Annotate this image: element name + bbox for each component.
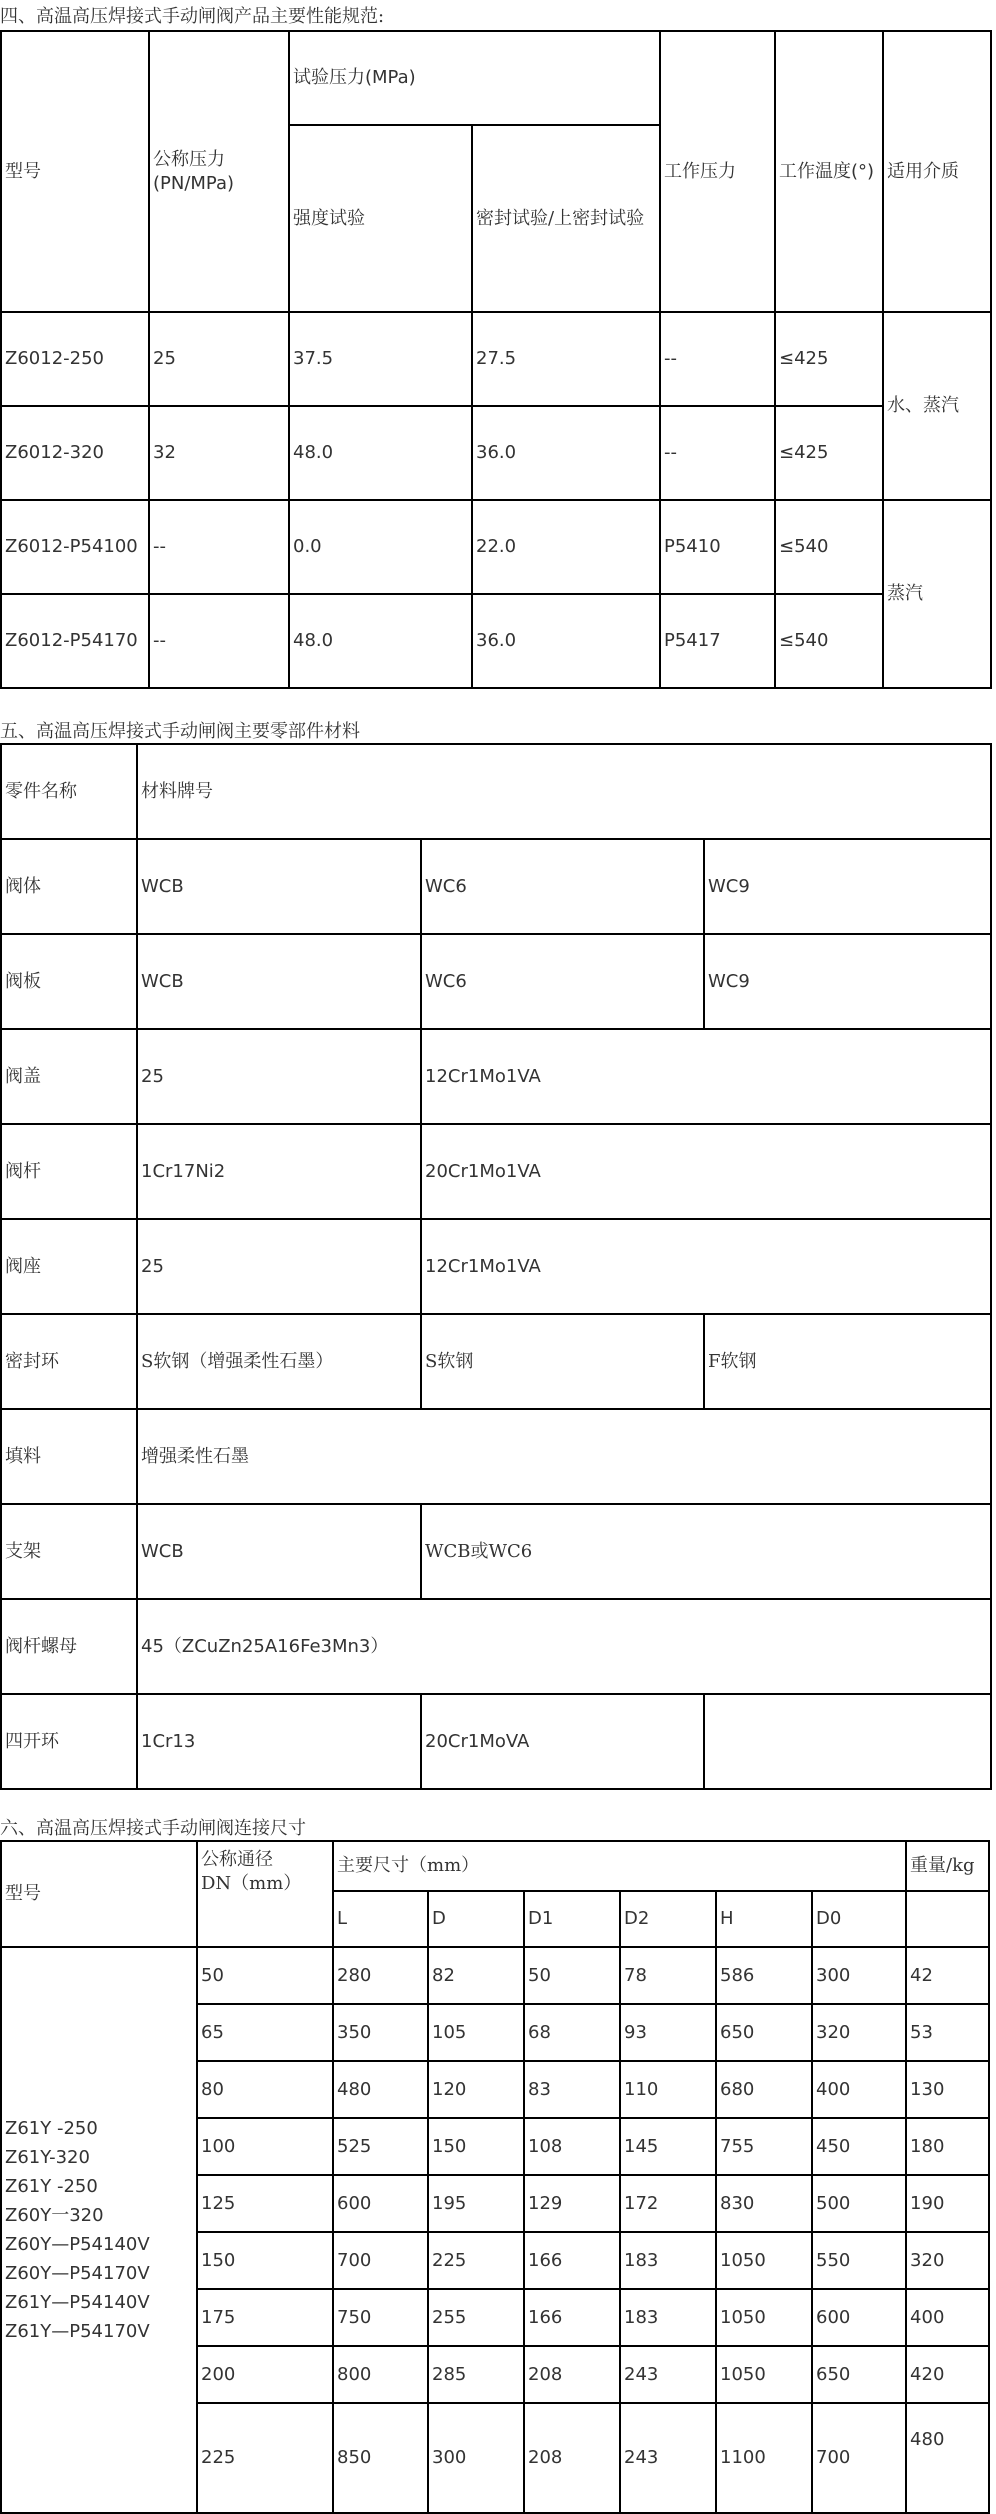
header-test-pressure: 试验压力(MPa) [289,31,660,125]
cell-L: 350 [333,2004,428,2061]
cell-weight: 180 [906,2118,989,2175]
table-row [1,1029,991,1124]
cell-D0: 500 [812,2175,906,2232]
cell-D: 225 [428,2232,524,2289]
header-D: D [428,1891,524,1947]
cell-seal: 36.0 [472,594,660,688]
header-working-pressure: 工作压力 [660,31,775,312]
cell-D0: 600 [812,2289,906,2346]
cell-weight: 130 [906,2061,989,2118]
cell-material: 12Cr1Mo1VA [421,1219,991,1314]
cell-temp: ≤540 [775,594,883,688]
cell-L: 280 [333,1947,428,2004]
header-model: 型号 [1,31,149,312]
cell-model: Z6012-250 [1,312,149,406]
cell-material: F软钢 [704,1314,991,1409]
cell-strength: 48.0 [289,594,472,688]
table-row [1,1947,989,2004]
cell-medium: 蒸汽 [883,500,991,688]
header-seal-test: 密封试验/上密封试验 [472,125,660,312]
section6-title: 六、高温高压焊接式手动闸阀连接尺寸 [0,1818,306,1839]
cell-models: Z61Y -250 Z61Y-320 Z61Y -250 Z60Y一320 Z60Y—P54140V Z60Y—P54170V Z61Y—P54140V Z61Y—P54170V [1,1947,197,2513]
cell-D2: 183 [620,2289,716,2346]
table-row [1,839,991,934]
cell-temp: ≤540 [775,500,883,594]
cell-material: 1Cr13 [137,1694,421,1789]
cell-D2: 243 [620,2346,716,2403]
cell-material: 12Cr1Mo1VA [421,1029,991,1124]
cell-D0: 700 [812,2403,906,2513]
cell-temp: ≤425 [775,406,883,500]
cell-L: 800 [333,2346,428,2403]
cell-model: Z6012-320 [1,406,149,500]
cell-material: WC9 [704,839,991,934]
cell-part: 阀盖 [1,1029,137,1124]
cell-working-pressure: -- [660,406,775,500]
cell-D: 285 [428,2346,524,2403]
cell-weight: 320 [906,2232,989,2289]
table-row [1,1124,991,1219]
cell-material: WCB [137,934,421,1029]
table-row [1,934,991,1029]
header-model: 型号 [1,1841,197,1947]
cell-seal: 36.0 [472,406,660,500]
cell-temp: ≤425 [775,312,883,406]
cell-D1: 68 [524,2004,620,2061]
cell-material: WC9 [704,934,991,1029]
cell-D2: 172 [620,2175,716,2232]
cell-D: 150 [428,2118,524,2175]
cell-dn: 50 [197,1947,333,2004]
cell-part: 支架 [1,1504,137,1599]
header-D2: D2 [620,1891,716,1947]
cell-material: WCB [137,839,421,934]
header-material-grade: 材料牌号 [137,744,991,839]
table-row [1,594,991,688]
cell-strength: 0.0 [289,500,472,594]
cell-D0: 400 [812,2061,906,2118]
cell-D2: 243 [620,2403,716,2513]
cell-dn: 80 [197,2061,333,2118]
cell-D: 105 [428,2004,524,2061]
cell-part: 四开环 [1,1694,137,1789]
cell-material: WC6 [421,839,704,934]
cell-pn: 32 [149,406,289,500]
cell-D1: 166 [524,2232,620,2289]
cell-H: 1050 [716,2346,812,2403]
cell-H: 1050 [716,2232,812,2289]
cell-L: 850 [333,2403,428,2513]
cell-model: Z6012-P54170 [1,594,149,688]
cell-D0: 550 [812,2232,906,2289]
cell-part: 密封环 [1,1314,137,1409]
section4-title: 四、高温高压焊接式手动闸阀产品主要性能规范: [0,6,385,27]
cell-part: 阀杆 [1,1124,137,1219]
cell-material: 25 [137,1219,421,1314]
cell-dn: 150 [197,2232,333,2289]
cell-pn: -- [149,594,289,688]
cell-D: 300 [428,2403,524,2513]
cell-dn: 175 [197,2289,333,2346]
cell-part: 阀体 [1,839,137,934]
header-part-name: 零件名称 [1,744,137,839]
cell-D2: 78 [620,1947,716,2004]
cell-dn: 125 [197,2175,333,2232]
cell-D1: 208 [524,2403,620,2513]
cell-dn: 65 [197,2004,333,2061]
cell-working-pressure: -- [660,312,775,406]
cell-material [704,1694,991,1789]
cell-material: WCB [137,1504,421,1599]
cell-L: 525 [333,2118,428,2175]
table-row [1,1314,991,1409]
header-weight-empty [906,1891,989,1947]
cell-L: 480 [333,2061,428,2118]
cell-D: 195 [428,2175,524,2232]
cell-material: S软钢（增强柔性石墨） [137,1314,421,1409]
cell-weight: 400 [906,2289,989,2346]
cell-D0: 650 [812,2346,906,2403]
section5-title: 五、高温高压焊接式手动闸阀主要零部件材料 [0,721,360,742]
cell-seal: 22.0 [472,500,660,594]
performance-table [0,30,992,689]
table-row [1,1219,991,1314]
cell-material: 增强柔性石墨 [137,1409,991,1504]
header-dn: 公称通径 DN（mm） [197,1841,333,1947]
cell-weight: 420 [906,2346,989,2403]
cell-pn: -- [149,500,289,594]
header-D1: D1 [524,1891,620,1947]
cell-working-pressure: P5417 [660,594,775,688]
cell-L: 600 [333,2175,428,2232]
cell-D2: 183 [620,2232,716,2289]
cell-D1: 50 [524,1947,620,2004]
table-row [1,312,991,406]
cell-D2: 93 [620,2004,716,2061]
cell-D: 120 [428,2061,524,2118]
cell-H: 1050 [716,2289,812,2346]
cell-H: 680 [716,2061,812,2118]
table-row [1,1409,991,1504]
cell-dn: 100 [197,2118,333,2175]
cell-strength: 37.5 [289,312,472,406]
cell-weight: 53 [906,2004,989,2061]
cell-D2: 145 [620,2118,716,2175]
cell-D1: 129 [524,2175,620,2232]
cell-H: 830 [716,2175,812,2232]
cell-material: WC6 [421,934,704,1029]
header-H: H [716,1891,812,1947]
cell-pn: 25 [149,312,289,406]
cell-L: 750 [333,2289,428,2346]
cell-material: 20Cr1Mo1VA [421,1124,991,1219]
header-D0: D0 [812,1891,906,1947]
materials-table [0,743,992,1790]
cell-weight: 190 [906,2175,989,2232]
cell-D0: 320 [812,2004,906,2061]
header-working-temp: 工作温度(°) [775,31,883,312]
cell-material: WCB或WC6 [421,1504,991,1599]
cell-material: 1Cr17Ni2 [137,1124,421,1219]
cell-part: 阀板 [1,934,137,1029]
cell-material: 20Cr1MoVA [421,1694,704,1789]
cell-weight: 42 [906,1947,989,2004]
cell-dn: 225 [197,2403,333,2513]
cell-material: S软钢 [421,1314,704,1409]
cell-material: 25 [137,1029,421,1124]
cell-D2: 110 [620,2061,716,2118]
cell-part: 阀座 [1,1219,137,1314]
cell-H: 1100 [716,2403,812,2513]
cell-H: 650 [716,2004,812,2061]
cell-H: 755 [716,2118,812,2175]
cell-D: 255 [428,2289,524,2346]
cell-H: 586 [716,1947,812,2004]
header-strength-test: 强度试验 [289,125,472,312]
cell-seal: 27.5 [472,312,660,406]
header-main-dimensions: 主要尺寸（mm） [333,1841,906,1891]
cell-dn: 200 [197,2346,333,2403]
cell-weight: 480 [906,2403,989,2513]
dimensions-table [0,1840,990,2514]
cell-D: 82 [428,1947,524,2004]
header-medium: 适用介质 [883,31,991,312]
table-row [1,1504,991,1599]
cell-D1: 208 [524,2346,620,2403]
table-row [1,406,991,500]
cell-medium: 水、蒸汽 [883,312,991,500]
cell-D1: 108 [524,2118,620,2175]
header-weight: 重量/kg [906,1841,989,1891]
table-row [1,1694,991,1789]
header-nominal-pressure: 公称压力 (PN/MPa) [149,31,289,312]
table-row [1,500,991,594]
cell-D0: 450 [812,2118,906,2175]
cell-D0: 300 [812,1947,906,2004]
cell-working-pressure: P5410 [660,500,775,594]
cell-D1: 166 [524,2289,620,2346]
cell-part: 填料 [1,1409,137,1504]
cell-model: Z6012-P54100 [1,500,149,594]
cell-L: 700 [333,2232,428,2289]
cell-strength: 48.0 [289,406,472,500]
cell-part: 阀杆螺母 [1,1599,137,1694]
cell-material: 45（ZCuZn25A16Fe3Mn3） [137,1599,991,1694]
cell-D1: 83 [524,2061,620,2118]
header-L: L [333,1891,428,1947]
table-row [1,1599,991,1694]
